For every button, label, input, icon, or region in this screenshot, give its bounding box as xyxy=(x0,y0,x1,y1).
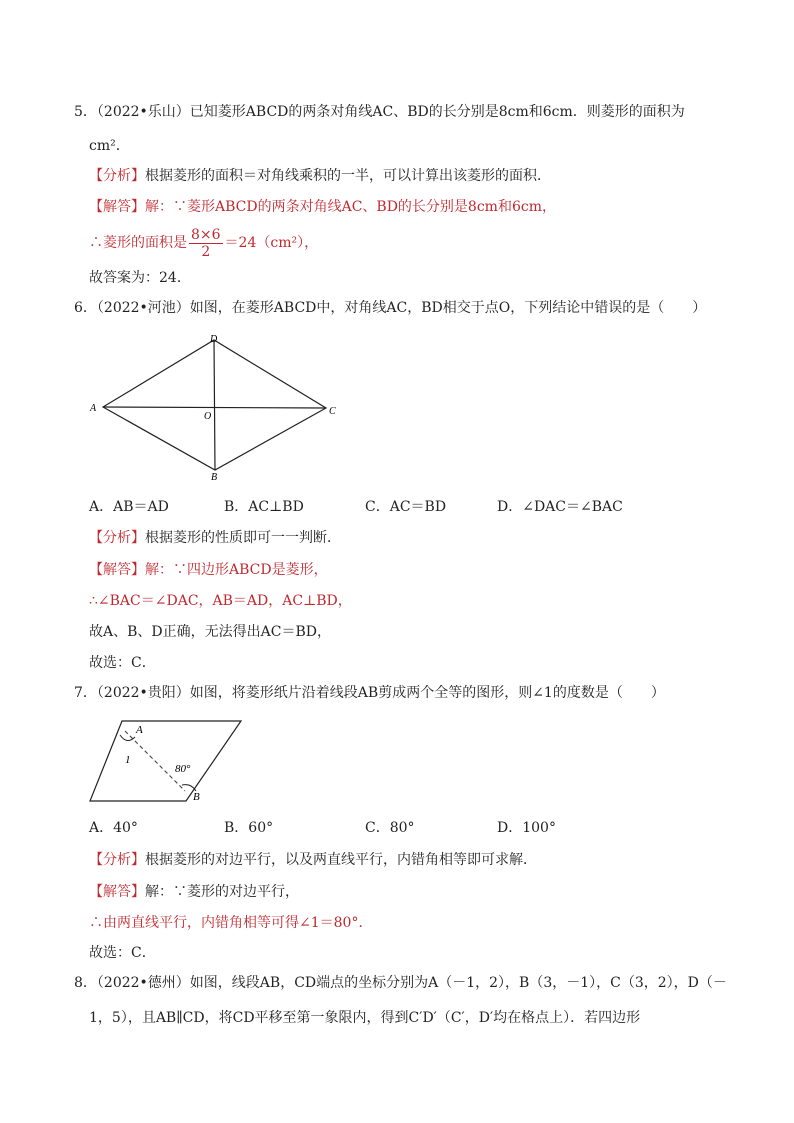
q6-option-c: C．AC＝BD xyxy=(365,499,447,515)
q7-option-c: C．80° xyxy=(365,820,415,836)
q6-solution xyxy=(89,560,328,580)
q7-stem: 7．（2022•贵阳）如图，将菱形纸片沿着线段AB剪成两个全等的图形，则∠1的度数是（ ） xyxy=(74,685,665,701)
step-suffix: ＝24（cm²）， xyxy=(224,235,319,251)
q6-answer: 故选：C． xyxy=(89,655,156,671)
solution-tag: 【解答】 xyxy=(89,884,145,900)
q7-solution xyxy=(89,882,299,902)
q5-area-step xyxy=(89,225,318,261)
q6-option-b: B．AC⊥BD xyxy=(224,499,304,515)
label-o: O xyxy=(204,411,212,422)
cut-line-ab xyxy=(125,731,185,791)
analysis-text: 根据菱形的面积＝对角线乘积的一半，可以计算出该菱形的面积． xyxy=(145,168,551,184)
q6-stem: 6．（2022•河池）如图，在菱形ABCD中，对角线AC，BD相交于点O，下列结论中错误的是（ ） xyxy=(74,300,707,316)
q7-step1: ∴由两直线平行，内错角相等可得∠1＝80°． xyxy=(89,915,373,931)
q5-stem-line2: cm²． xyxy=(89,138,130,154)
solution-text: 解：∵菱形ABCD的两条对角线AC、BD的长分别是8cm和6cm， xyxy=(145,199,556,215)
solution-text: 解：∵四边形ABCD是菱形， xyxy=(145,562,328,578)
q5-analysis xyxy=(89,166,551,186)
q5-answer: 故答案为：24． xyxy=(89,270,191,286)
label-angle-1: 1 xyxy=(125,754,131,766)
diagonal-bd xyxy=(214,340,215,470)
q5-solution xyxy=(89,197,556,217)
q6-option-d: D．∠DAC＝∠BAC xyxy=(497,499,623,515)
label-a: A xyxy=(136,724,143,736)
label-b: B xyxy=(193,791,200,803)
step-prefix: ∴菱形的面积是 xyxy=(89,235,187,251)
q6-rhombus-figure xyxy=(80,330,350,480)
analysis-text: 根据菱形的对边平行，以及两直线平行，内错角相等即可求解． xyxy=(145,852,537,868)
q8-stem-line2: 1，5），且AB∥CD，将CD平移至第一象限内，得到C′D′（C′，D′均在格点上）．若四边形 xyxy=(89,1010,641,1026)
q6-option-a: A．AB＝AD xyxy=(89,499,169,515)
label-d: D xyxy=(210,334,218,345)
analysis-tag: 【分析】 xyxy=(89,530,145,546)
q7-option-a: A．40° xyxy=(89,820,138,836)
fraction xyxy=(189,227,223,260)
rhombus-paper-outline xyxy=(90,721,241,801)
solution-tag: 【解答】 xyxy=(89,562,145,578)
solution-text: 解：∵菱形的对边平行， xyxy=(145,884,299,900)
label-c: C xyxy=(329,406,336,417)
fraction-denominator: 2 xyxy=(201,243,211,260)
angle-1-arc xyxy=(120,735,135,741)
fraction-numerator: 8×6 xyxy=(191,226,221,243)
q6-step2: 故A、B、D正确，无法得出AC＝BD， xyxy=(89,624,331,640)
label-a: A xyxy=(90,403,97,414)
q7-answer: 故选：C． xyxy=(89,945,156,961)
q6-analysis xyxy=(89,528,341,548)
solution-tag: 【解答】 xyxy=(89,199,145,215)
analysis-tag: 【分析】 xyxy=(89,168,145,184)
q7-option-d: D．100° xyxy=(497,820,556,836)
label-angle-80: 80° xyxy=(175,763,191,775)
q7-rhombus-figure xyxy=(85,715,255,807)
q7-analysis xyxy=(89,850,537,870)
analysis-tag: 【分析】 xyxy=(89,852,145,868)
q8-stem-line1: 8．（2022•德州）如图，线段AB，CD端点的坐标分别为A（－1，2），B（3，－1），C（3，2），D（－ xyxy=(74,975,727,991)
q7-option-b: B．60° xyxy=(224,820,274,836)
q5-stem-line1: 5．（2022•乐山）已知菱形ABCD的两条对角线AC、BD的长分别是8cm和6cm．则菱形的面积为 xyxy=(74,104,685,120)
q6-step1: ∴∠BAC＝∠DAC，AB＝AD，AC⊥BD， xyxy=(89,593,352,609)
analysis-text: 根据菱形的性质即可一一判断． xyxy=(145,530,341,546)
label-b: B xyxy=(211,472,218,480)
